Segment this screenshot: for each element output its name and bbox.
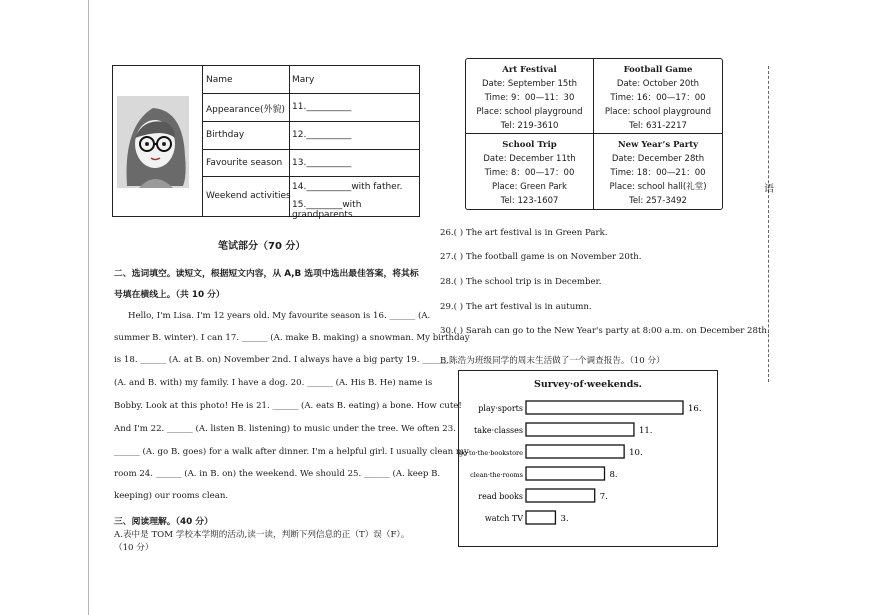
bar-value-label: 7. bbox=[599, 492, 608, 502]
survey-chart bbox=[458, 370, 718, 547]
event-tel: Tel: 257-3492 bbox=[629, 196, 687, 206]
bar-value-label: 11. bbox=[638, 426, 653, 436]
profile-row-name bbox=[202, 66, 419, 94]
bar-category-label: watch TV bbox=[484, 514, 523, 523]
profile-label: Birthday bbox=[206, 130, 245, 140]
portrait-image bbox=[113, 66, 203, 216]
passage-line: ______ (A. go B. goes) for a walk after dinner. I'm a helpful girl. I usually clean my bbox=[114, 447, 469, 457]
event-school-trip bbox=[466, 134, 594, 209]
event-title: Art Festival bbox=[502, 65, 557, 75]
side-character: 语 bbox=[764, 184, 774, 195]
bar-value-label: 16. bbox=[688, 404, 702, 414]
question-26: 26.( ) The art festival is in Green Park. bbox=[440, 228, 608, 238]
event-date: Date: December 28th bbox=[611, 154, 705, 164]
event-time: Time: 9：00—11：30 bbox=[484, 93, 575, 103]
profile-value: Mary bbox=[292, 75, 315, 85]
bar bbox=[526, 423, 634, 436]
event-time: Time: 18：00—21：00 bbox=[610, 168, 706, 178]
bar-category-label: go·to·the·bookstore bbox=[459, 449, 523, 457]
event-time: Time: 8：00—17：00 bbox=[484, 168, 575, 178]
profile-row-appearance bbox=[202, 93, 419, 122]
passage-line: (A. and B. with) my family. I have a dog. 20. ______ (A. His B. He) name is bbox=[114, 378, 433, 388]
bar bbox=[526, 511, 555, 524]
girl-portrait-icon bbox=[113, 66, 202, 216]
passage-line: keeping) our rooms clean. bbox=[114, 491, 229, 501]
bar bbox=[526, 445, 624, 458]
event-place: Place: school hall(礼堂) bbox=[609, 182, 707, 192]
passage-line: And I'm 22. ______ (A. listen B. listening) to music under the tree. We often 23. bbox=[114, 424, 456, 434]
question-30: 30.( ) Sarah can go to the New Year's party at 8:00 a.m. on December 28th. bbox=[440, 326, 770, 336]
profile-blank-13: 13.__________ bbox=[292, 158, 352, 168]
profile-row-season bbox=[202, 149, 419, 177]
question-28: 28.( ) The school trip is in December. bbox=[440, 277, 602, 287]
profile-blank-15: 15.________with grandparents. bbox=[292, 200, 362, 220]
question-27: 27.( ) The football game is on November 20th. bbox=[440, 252, 642, 262]
profile-label: Appearance(外貌) bbox=[206, 105, 286, 115]
section3-heading: 三、阅读理解。（40 分） bbox=[114, 517, 213, 527]
event-title: School Trip bbox=[502, 140, 557, 150]
profile-blank-12: 12.__________ bbox=[292, 130, 352, 140]
section2-heading-line2: 号填在横线上。（共 10 分） bbox=[114, 290, 225, 300]
event-tel: Tel: 631-2217 bbox=[629, 121, 687, 131]
event-title: Football Game bbox=[623, 65, 693, 75]
event-date: Date: September 15th bbox=[481, 79, 578, 89]
bar-category-label: play·sports bbox=[478, 404, 523, 413]
question-29: 29.( ) The art festival is in autumn. bbox=[440, 302, 592, 312]
survey-bars bbox=[459, 371, 716, 545]
bar-value-label: 3. bbox=[560, 514, 569, 524]
profile-blank-11: 11.__________ bbox=[292, 102, 352, 112]
passage-line: summer B. winter). I can 17. ______ (A. make B. making) a snowman. My birthday bbox=[114, 333, 470, 343]
event-art-festival bbox=[466, 59, 594, 134]
profile-label: Weekend activities bbox=[206, 191, 291, 201]
bar bbox=[526, 401, 683, 414]
event-date: Date: October 20th bbox=[616, 79, 700, 89]
written-section-title: 笔试部分（70 分） bbox=[218, 241, 306, 252]
bar-value-label: 10. bbox=[629, 448, 643, 458]
events-table bbox=[465, 58, 723, 210]
event-place: Place: school playground bbox=[604, 107, 712, 117]
chart-title: Survey·of·weekends. bbox=[534, 379, 642, 390]
bar-category-label: read books bbox=[478, 492, 523, 501]
margin-line bbox=[88, 0, 89, 615]
bar bbox=[526, 467, 605, 480]
event-football-game bbox=[594, 59, 722, 134]
bar-category-label: take·classes bbox=[474, 426, 523, 435]
section3-part-a-points: （10 分） bbox=[114, 543, 154, 553]
passage-line: Bobby. Look at this photo! He is 21. ______ (A. eats B. eating) a bone. How cute! bbox=[114, 401, 462, 411]
bar bbox=[526, 489, 595, 502]
profile-blank-14: 14.__________with father. bbox=[292, 182, 403, 192]
event-title: New Year’s Party bbox=[617, 140, 699, 150]
event-place: Place: Green Park bbox=[492, 182, 567, 192]
event-tel: Tel: 219-3610 bbox=[500, 121, 559, 131]
profile-table bbox=[112, 65, 420, 220]
event-tel: Tel: 123-1607 bbox=[500, 196, 559, 206]
section3-part-a-instruction: A.表中是 TOM 学校本学期的活动,读一读，判断下列信息的正（T）误（F）。 bbox=[114, 530, 410, 540]
event-new-years-party bbox=[594, 134, 722, 209]
passage-line: Hello, I'm Lisa. I'm 12 years old. My favourite season is 16. ______ (A. bbox=[128, 311, 431, 321]
section2-heading-line1: 二、选词填空。读短文，根据短文内容，从 A,B 选项中选出最佳答案，将其标 bbox=[114, 269, 419, 279]
profile-row-birthday bbox=[202, 121, 419, 150]
bar-category-label: clean·the·rooms bbox=[470, 471, 523, 479]
event-time: Time: 16：00—17：00 bbox=[610, 93, 706, 103]
profile-label: Name bbox=[206, 75, 233, 85]
profile-label: Favourite season bbox=[206, 158, 283, 168]
binding-line bbox=[768, 66, 769, 382]
bar-value-label: 8. bbox=[609, 470, 618, 480]
event-date: Date: December 11th bbox=[483, 154, 576, 164]
passage-line: room 24. ______ (A. in B. on) the weekend. We should 25. ______ (A. keep B. bbox=[114, 469, 441, 479]
passage-line: is 18. ______ (A. at B. on) November 2nd. I always have a big party 19. ______ bbox=[114, 355, 448, 365]
part-b-instruction: B.陈浩为班级同学的周末生活做了一个调查报告。（10 分） bbox=[440, 356, 665, 366]
event-place: Place: school playground bbox=[476, 107, 583, 117]
profile-row-weekend bbox=[202, 176, 419, 220]
